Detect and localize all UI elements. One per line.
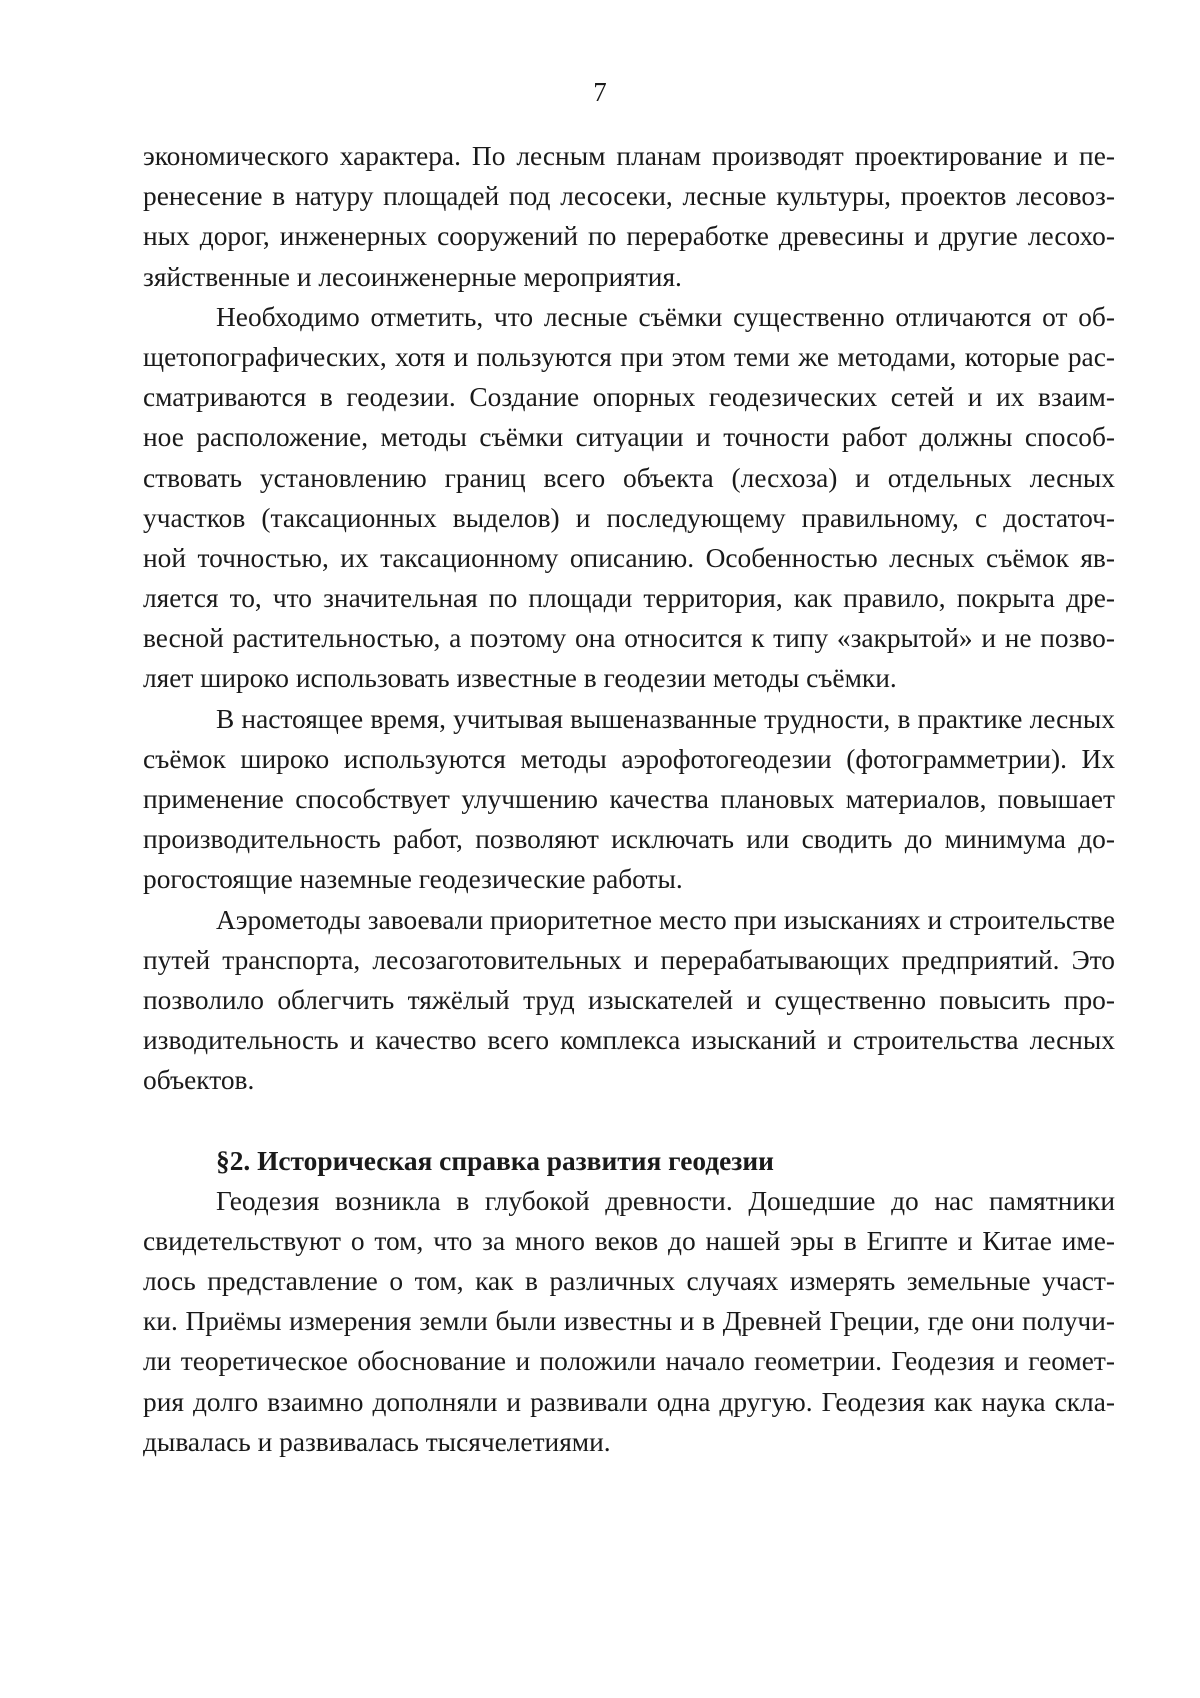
text-line: весной растительностью, а поэтому она относится к типу «закрытой» и не позво- bbox=[143, 618, 1115, 658]
text-line: ное расположение, методы съёмки ситуации и точности работ должны способ- bbox=[143, 417, 1115, 457]
document-body bbox=[143, 136, 1115, 1462]
paragraph bbox=[143, 900, 1115, 1101]
section-paragraph-container bbox=[143, 1181, 1115, 1462]
text-line: ных дорог, инженерных сооружений по переработке древесины и другие лесохо- bbox=[143, 216, 1115, 256]
text-line: участков (таксационных выделов) и последующему правильному, с достаточ- bbox=[143, 498, 1115, 538]
text-line: рогостоящие наземные геодезические работы. bbox=[143, 859, 1115, 899]
text-line: Необходимо отметить, что лесные съёмки существенно отличаются от об- bbox=[143, 297, 1115, 337]
text-line: дывалась и развивалась тысячелетиями. bbox=[143, 1422, 1115, 1462]
text-line: Аэрометоды завоевали приоритетное место при изысканиях и строительстве bbox=[143, 900, 1115, 940]
paragraph bbox=[143, 699, 1115, 900]
text-line: зяйственные и лесоинженерные мероприятия. bbox=[143, 257, 1115, 297]
paragraph-list bbox=[143, 136, 1115, 1101]
page-number: 7 bbox=[0, 72, 1200, 112]
paragraph bbox=[143, 136, 1115, 297]
text-line: ляет широко использовать известные в геодезии методы съёмки. bbox=[143, 658, 1115, 698]
text-line: применение способствует улучшению качества плановых материалов, повышает bbox=[143, 779, 1115, 819]
text-line: ствовать установлению границ всего объекта (лесхоза) и отдельных лесных bbox=[143, 458, 1115, 498]
paragraph bbox=[143, 297, 1115, 699]
text-line: производительность работ, позволяют исключать или сводить до минимума до- bbox=[143, 819, 1115, 859]
text-line: В настоящее время, учитывая вышеназванные трудности, в практике лесных bbox=[143, 699, 1115, 739]
text-line: экономического характера. По лесным планам производят проектирование и пе- bbox=[143, 136, 1115, 176]
paragraph bbox=[143, 1181, 1115, 1462]
text-line: сматриваются в геодезии. Создание опорных геодезических сетей и их взаим- bbox=[143, 377, 1115, 417]
text-line: ли теоретическое обоснование и положили начало геометрии. Геодезия и геомет- bbox=[143, 1341, 1115, 1381]
text-line: рия долго взаимно дополняли и развивали одна другую. Геодезия как наука скла- bbox=[143, 1382, 1115, 1422]
text-line: ной точностью, их таксационному описанию. Особенностью лесных съёмок яв- bbox=[143, 538, 1115, 578]
text-line: ки. Приёмы измерения земли были известны и в Древней Греции, где они получи- bbox=[143, 1301, 1115, 1341]
text-line: ренесение в натуру площадей под лесосеки, лесные культуры, проектов лесовоз- bbox=[143, 176, 1115, 216]
document-page bbox=[0, 0, 1200, 1698]
text-line: позволило облегчить тяжёлый труд изыскателей и существенно повысить про- bbox=[143, 980, 1115, 1020]
text-line: изводительность и качество всего комплекса изысканий и строительства лесных bbox=[143, 1020, 1115, 1060]
text-line: Геодезия возникла в глубокой древности. Дошедшие до нас памятники bbox=[143, 1181, 1115, 1221]
text-line: ляется то, что значительная по площади территория, как правило, покрыта дре- bbox=[143, 578, 1115, 618]
text-line: съёмок широко используются методы аэрофотогеодезии (фотограмметрии). Их bbox=[143, 739, 1115, 779]
text-line: щетопографических, хотя и пользуются при этом теми же методами, которые рас- bbox=[143, 337, 1115, 377]
text-line: лось представление о том, как в различных случаях измерять земельные участ- bbox=[143, 1261, 1115, 1301]
text-line: свидетельствуют о том, что за много веков до нашей эры в Египте и Китае име- bbox=[143, 1221, 1115, 1261]
section-heading: §2. Историческая справка развития геодезии bbox=[143, 1141, 1115, 1181]
text-line: объектов. bbox=[143, 1060, 1115, 1100]
text-line: путей транспорта, лесозаготовительных и перерабатывающих предприятий. Это bbox=[143, 940, 1115, 980]
